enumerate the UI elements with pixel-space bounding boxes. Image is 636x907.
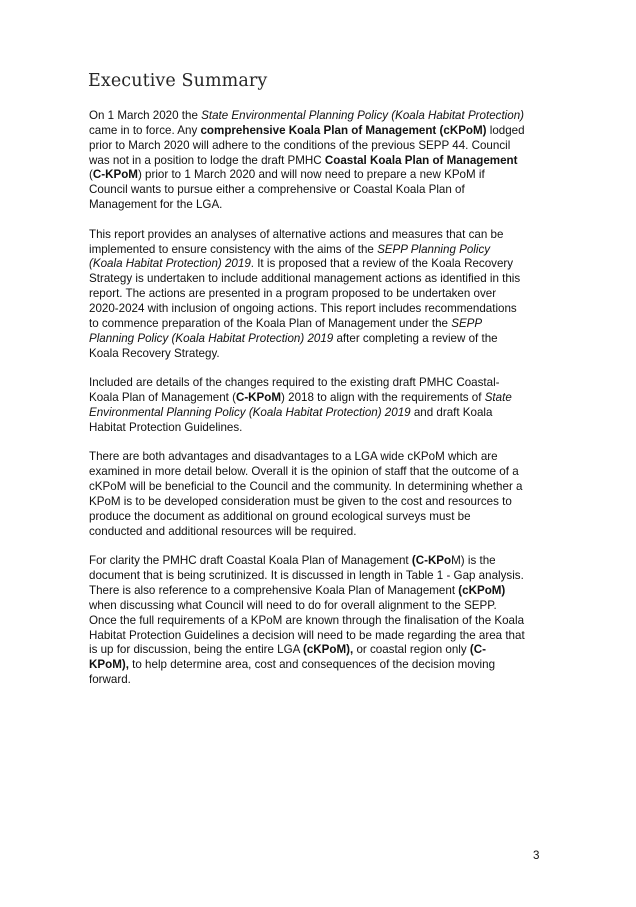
text-line <box>89 347 555 362</box>
text-line <box>89 629 555 644</box>
bold-text: (C-KPo <box>411 554 452 568</box>
text-run: report. The actions are presented in a program proposed to be undertaken over <box>89 287 497 301</box>
text-line <box>89 302 555 317</box>
paragraph <box>89 554 555 688</box>
text-run: Habitat Protection Guidelines a decision will need to be made regarding the area that <box>89 628 525 642</box>
text-run: is up for discussion, being the entire LGA <box>89 643 303 657</box>
text-line <box>89 272 555 287</box>
italic-text: SEPP <box>451 316 483 330</box>
text-run: implemented to ensure consistency with the aims of the <box>89 242 378 256</box>
text-run: For clarity the PMHC draft Coastal Koala Plan of Management <box>89 554 412 568</box>
text-line <box>89 554 555 569</box>
text-line <box>89 243 555 258</box>
italic-text: State <box>484 391 512 405</box>
text-line <box>89 614 555 629</box>
executive-summary-body <box>89 109 555 703</box>
text-run: document that is being scrutinized. It is discussed in length in Table 1 - Gap analysis. <box>89 569 524 583</box>
text-line <box>89 183 555 198</box>
text-line <box>89 168 555 183</box>
bold-text: Coastal Koala Plan of Management <box>324 153 518 167</box>
text-run: Council wants to pursue either a comprehensive or Coastal Koala Plan of <box>89 183 465 197</box>
text-run: prior to March 2020 will adhere to the conditions of the previous SEPP 44. Council <box>89 138 511 152</box>
text-run: . It is proposed that a review of the Koala Recovery <box>250 257 514 271</box>
text-run: ) 2018 to align with the requirements of <box>281 391 485 405</box>
bold-text: KPoM), <box>89 658 129 672</box>
text-run: KPoM is to be developed consideration must be given to the cost and resources to <box>89 494 512 508</box>
text-run: Koala Recovery Strategy. <box>89 346 220 360</box>
text-line <box>89 391 555 406</box>
bold-text: (cKPoM), <box>302 643 354 657</box>
text-run: 2020-2024 with inclusion of ongoing actions. This report includes recommendations <box>89 301 517 315</box>
text-line <box>89 599 555 614</box>
text-line <box>89 658 555 673</box>
text-run: conducted and additional resources will be required. <box>89 524 357 538</box>
text-run: was not in a position to lodge the draft PMHC <box>89 153 325 167</box>
text-run: produce the document as additional on ground ecological surveys must be <box>89 509 471 523</box>
paragraph <box>89 450 555 539</box>
text-line <box>89 450 555 465</box>
bold-text: (C- <box>469 643 486 657</box>
text-line <box>89 465 555 480</box>
italic-text: Planning Policy (Koala Habitat Protection) 2019 <box>89 331 334 345</box>
text-line <box>89 406 555 421</box>
text-line <box>89 584 555 599</box>
text-run: This report provides an analyses of alternative actions and measures that can be <box>89 227 504 241</box>
text-line <box>89 287 555 302</box>
text-line <box>89 510 555 525</box>
text-line <box>89 317 555 332</box>
text-run: or coastal region only <box>353 643 470 657</box>
text-line <box>89 495 555 510</box>
text-run: ) prior to 1 March 2020 and will now need to prepare a new KPoM if <box>137 168 485 182</box>
text-run: examined in more detail below. Overall it is the opinion of staff that the outcome of a <box>89 465 519 479</box>
text-run: and draft Koala <box>410 405 493 419</box>
text-line <box>89 480 555 495</box>
text-run: Habitat Protection Guidelines. <box>89 420 243 434</box>
text-run: came in to force. Any <box>89 123 201 137</box>
text-line <box>89 332 555 347</box>
text-line <box>89 569 555 584</box>
bold-text: C-KPoM <box>235 391 282 405</box>
text-line <box>89 154 555 169</box>
text-line <box>89 673 555 688</box>
text-line <box>89 228 555 243</box>
paragraph <box>89 376 555 435</box>
text-run: after completing a review of the <box>333 331 498 345</box>
text-run: lodged <box>486 123 525 137</box>
text-run: There are both advantages and disadvantages to a LGA wide cKPoM which are <box>89 450 498 464</box>
text-run: Included are details of the changes required to the existing draft PMHC Coastal- <box>89 376 500 390</box>
text-run: Strategy is undertaken to include additional management actions as identified in this <box>89 272 521 286</box>
text-run: forward. <box>89 673 131 687</box>
text-run: Once the full requirements of a KPoM are known through the finalisation of the Koala <box>89 613 525 627</box>
italic-text: State Environmental Planning Policy (Koala Habitat Protection) <box>201 109 525 122</box>
italic-text: Environmental Planning Policy (Koala Habitat Protection) 2019 <box>89 405 411 419</box>
text-line <box>89 525 555 540</box>
text-run: There is also reference to a comprehensive Koala Plan of Management <box>89 584 459 597</box>
text-line <box>89 643 555 658</box>
text-run: On 1 March 2020 the <box>89 109 202 122</box>
text-line <box>89 421 555 436</box>
text-line <box>89 198 555 213</box>
paragraph <box>89 228 555 362</box>
bold-text: C-KPoM <box>92 168 138 182</box>
section-heading: Executive Summary <box>88 71 268 91</box>
text-run: M) is the <box>451 554 496 568</box>
text-run: ( <box>89 168 93 182</box>
text-line <box>89 124 555 139</box>
text-run: Koala Plan of Management ( <box>89 391 236 405</box>
bold-text: comprehensive Koala Plan of Management (cKPoM) <box>200 123 487 137</box>
paragraph <box>89 109 555 213</box>
text-line <box>89 139 555 154</box>
text-line <box>89 109 555 124</box>
text-run: cKPoM will be beneficial to the Council and the community. In determining whether a <box>89 480 523 494</box>
text-run: to help determine area, cost and consequences of the decision moving <box>128 658 496 672</box>
bold-text: (cKPoM) <box>458 584 506 597</box>
text-run: to commence preparation of the Koala Plan of Management under the <box>89 316 452 330</box>
italic-text: SEPP Planning Policy <box>377 242 491 256</box>
text-run: Management for the LGA. <box>89 198 223 212</box>
italic-text: (Koala Habitat Protection) 2019 <box>89 257 251 271</box>
page-number: 3 <box>533 849 540 862</box>
text-line <box>89 376 555 391</box>
text-line <box>89 257 555 272</box>
text-run: when discussing what Council will need to do for overall alignment to the SEPP. <box>89 598 497 612</box>
